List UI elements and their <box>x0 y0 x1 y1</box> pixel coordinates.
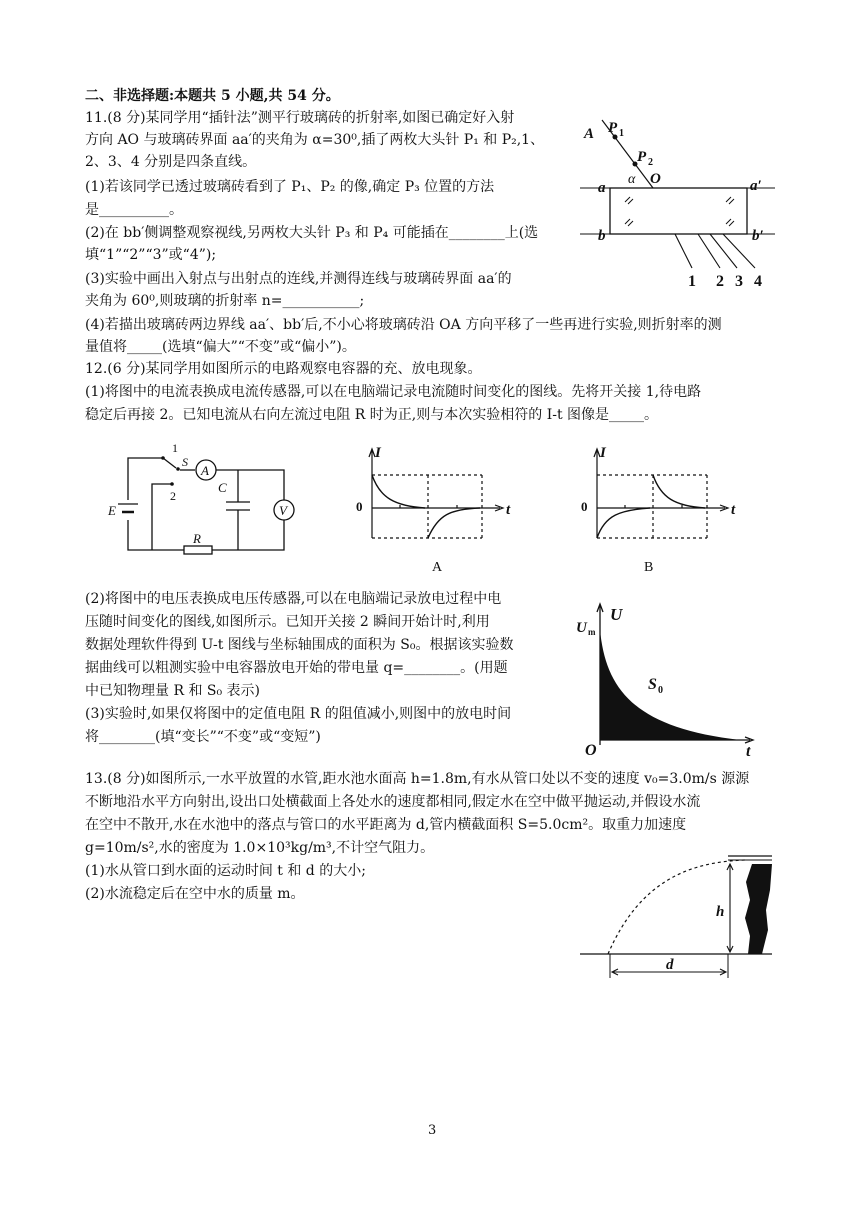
label-3: 3 <box>735 273 743 290</box>
q12-line: 稳定后再接 2。已知电流从右向左流过电阻 R 时为正,则与本次实验相符的 I-t 图像是_____。 <box>85 407 659 423</box>
contact-2 <box>170 482 174 486</box>
y-label: I <box>375 445 381 461</box>
wire-contact-2 <box>152 484 172 550</box>
label-2: 2 <box>716 273 724 290</box>
trajectory <box>608 860 745 954</box>
label-O: O <box>650 171 661 187</box>
q11-line: 是__________。 <box>85 202 183 218</box>
graph-a <box>350 443 520 578</box>
q11-line: (1)若该同学已透过玻璃砖看到了 P₁、P₂ 的像,确定 P₃ 位置的方法 <box>85 179 495 195</box>
label-switch-1: 1 <box>172 441 178 455</box>
glass-block-figure <box>580 120 780 295</box>
q12-line: (3)实验时,如果仅将图中的定值电阻 R 的阻值减小,则图中的放电时间 <box>85 706 512 722</box>
glass-hatch <box>625 197 734 226</box>
label-voltmeter: V <box>279 503 287 518</box>
label-P1: P <box>608 120 618 136</box>
origin-label: 0 <box>356 499 363 514</box>
circuit-diagram <box>100 440 310 565</box>
discharge-curve <box>653 475 705 508</box>
q11-line: (2)在 bb′侧调整观察视线,另两枚大头针 P₃ 和 P₄ 可能插在________上(选 <box>85 225 539 241</box>
q13-line: (2)水流稳定后在空中水的质量 m。 <box>85 886 305 902</box>
line-3 <box>710 234 737 268</box>
discharge-curve <box>428 508 480 538</box>
area-sub: 0 <box>658 685 663 696</box>
switch-blade <box>163 458 176 468</box>
label-S: S <box>182 455 188 469</box>
x-label: t <box>731 502 736 518</box>
label-a-prime: a′ <box>750 178 762 194</box>
q11-line: 方向 AO 与玻璃砖界面 aa′的夹角为 α=30⁰,插了两枚大头针 P₁ 和 P₂,1、 <box>85 132 545 148</box>
q13-line: 不断地沿水平方向射出,设出口处横截面上各处水的速度都相同,假定水在空中做平抛运动,并假设水流 <box>85 794 701 810</box>
q12-line: 数据处理软件得到 U-t 图线与坐标轴围成的面积为 S₀。根据该实验数 <box>85 637 514 653</box>
wall <box>745 864 772 954</box>
wire-top-left <box>128 458 163 500</box>
q12-line: 压随时间变化的图线,如图所示。已知开关接 2 瞬间开始计时,利用 <box>85 614 490 630</box>
label-E: E <box>108 503 116 518</box>
q13-line: 在空中不散开,水在水池中的落点与管口的水平距离为 d,管内横截面积 S=5.0cm²。取重力加速度 <box>85 817 687 833</box>
q12-line: 将________(填“变长”“不变”或“变短”) <box>85 729 321 745</box>
charge-curve <box>597 508 650 538</box>
q13-line: g=10m/s²,水的密度为 1.0×10³kg/m³,不计空气阻力。 <box>85 840 435 856</box>
label-h: h <box>716 904 725 920</box>
line-1 <box>675 234 692 268</box>
y-label: I <box>600 445 606 461</box>
q11-line: (4)若描出玻璃砖两边界线 aa′、bb′后,不小心将玻璃砖沿 OA 方向平移了一些再进行实验,则折射率的测 <box>85 317 722 333</box>
ut-graph <box>576 600 770 760</box>
label-P2: P <box>637 149 647 165</box>
water-figure <box>580 850 780 980</box>
page-number: 3 <box>428 1123 437 1138</box>
label-1: 1 <box>688 273 696 290</box>
label-switch-2: 2 <box>170 489 176 503</box>
contact-1 <box>176 467 180 471</box>
area-label: S <box>648 676 657 693</box>
section-heading: 二、非选择题:本题共 5 小题,共 54 分。 <box>85 88 340 104</box>
line-4 <box>723 234 755 268</box>
label-d: d <box>666 957 674 973</box>
glass-block <box>610 188 747 234</box>
x-label: t <box>506 502 511 518</box>
label-a: a <box>598 180 606 196</box>
label-ammeter: A <box>201 463 209 478</box>
q11-line: 11.(8 分)某同学用“插针法”测平行玻璃砖的折射率,如图已确定好入射 <box>85 110 515 126</box>
q11-line: 填“1”“2”“3”或“4”); <box>85 247 217 263</box>
q12-line: (2)将图中的电压表换成电压传感器,可以在电脑端记录放电过程中电 <box>85 591 502 607</box>
um-label: U <box>576 620 587 636</box>
q12-line: 据曲线可以粗测实验中电容器放电开始的带电量 q=________。(用题 <box>85 660 508 676</box>
label-A: A <box>584 126 595 142</box>
q11-line: 量值将_____(选填“偏大”“不变”或“偏小”)。 <box>85 339 356 355</box>
origin-label: O <box>585 742 597 759</box>
caption-B: B <box>644 560 654 575</box>
line-2 <box>698 234 720 268</box>
q11-line: 夹角为 60⁰,则玻璃的折射率 n=___________; <box>85 293 365 309</box>
origin-label: 0 <box>581 499 588 514</box>
label-P1-sub: 1 <box>619 128 624 139</box>
q12-line: (1)将图中的电流表换成电流传感器,可以在电脑端记录电流随时间变化的图线。先将开关接 1,待电路 <box>85 384 702 400</box>
label-b: b <box>598 228 606 244</box>
caption-A: A <box>432 560 443 575</box>
charge-curve <box>372 475 425 508</box>
um-sub: m <box>588 627 596 637</box>
q12-line: 12.(6 分)某同学用如图所示的电路观察电容器的充、放电现象。 <box>85 361 482 377</box>
q11-line: 2、3、4 分别是四条直线。 <box>85 154 257 170</box>
q12-line: 中已知物理量 R 和 S₀ 表示) <box>85 683 261 699</box>
q13-line: (1)水从管口到水面的运动时间 t 和 d 的大小; <box>85 863 366 879</box>
label-C: C <box>218 480 227 495</box>
label-b-prime: b′ <box>752 228 764 244</box>
q11-line: (3)实验中画出入射点与出射点的连线,并测得连线与玻璃砖界面 aa′的 <box>85 271 512 287</box>
label-R: R <box>193 531 201 546</box>
x-label: t <box>746 743 751 760</box>
switch-pivot <box>161 456 165 460</box>
label-4: 4 <box>754 273 762 290</box>
graph-b <box>575 443 745 578</box>
resistor <box>184 546 212 554</box>
q13-line: 13.(8 分)如图所示,一水平放置的水管,距水池水面高 h=1.8m,有水从管口处以不变的速度 v₀=3.0m/s 源源 <box>85 771 750 787</box>
label-alpha: α <box>628 172 636 187</box>
y-label: U <box>610 605 623 624</box>
label-P2-sub: 2 <box>648 157 653 168</box>
